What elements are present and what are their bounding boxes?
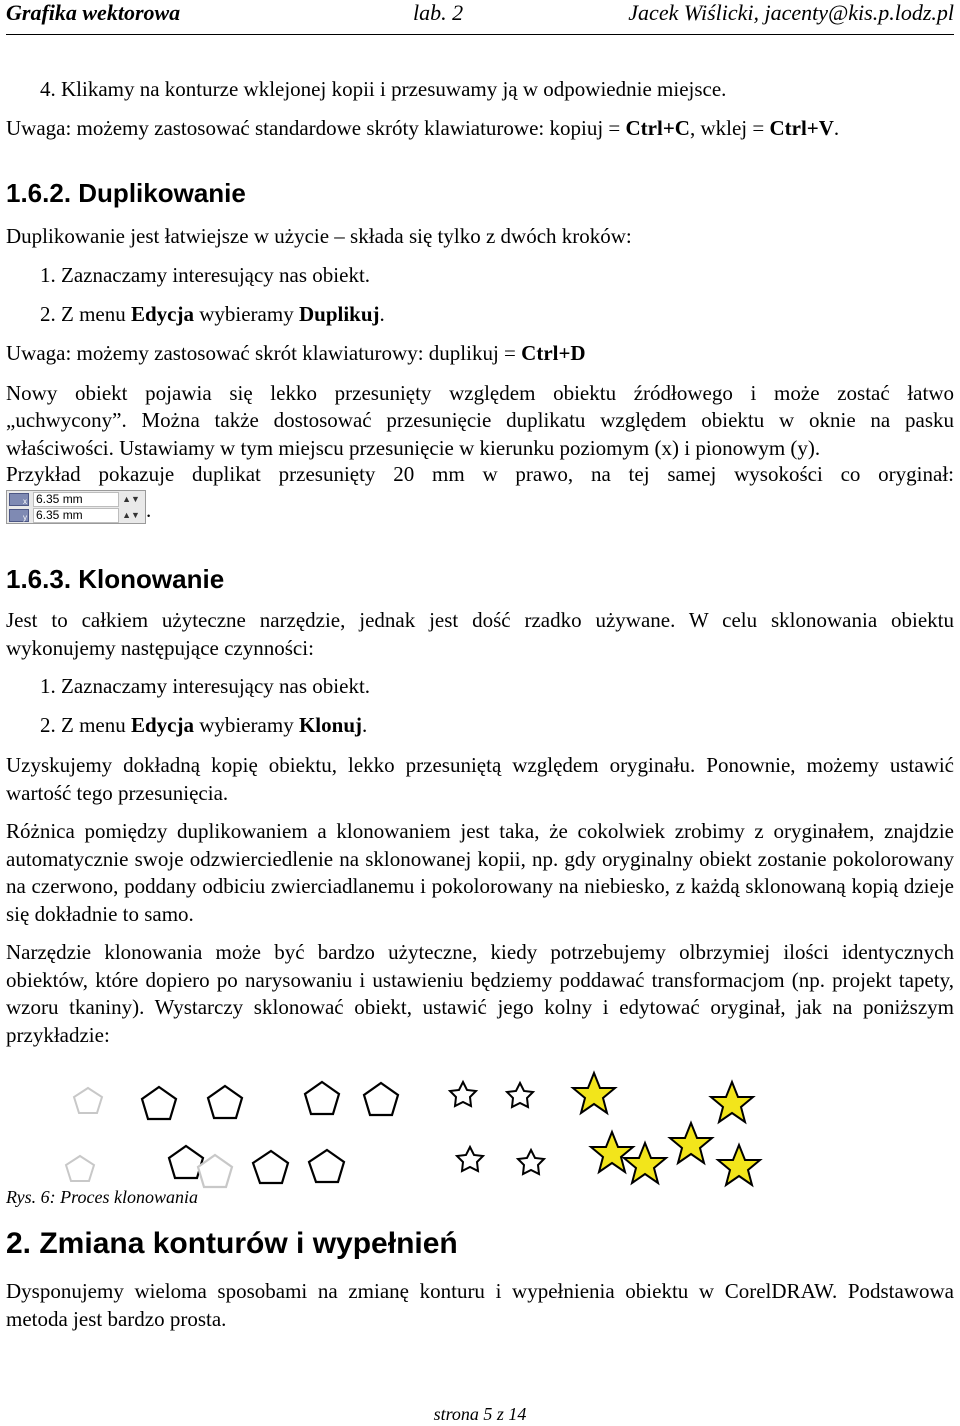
offset-y-arrows-icon[interactable]: ▲▼ xyxy=(122,510,140,520)
page-footer: strona 5 z 14 xyxy=(433,1404,527,1424)
stage-5-yellow-stars xyxy=(573,1073,760,1185)
offset-x-arrows-icon[interactable]: ▲▼ xyxy=(122,494,140,504)
clone-step-2: 2. Z menu Edycja wybieramy Klonuj. xyxy=(40,713,368,737)
stage-1-light-pentagons xyxy=(66,1088,102,1181)
offset-widget-line xyxy=(6,490,151,530)
header-lab-number: lab. 2 xyxy=(413,0,464,25)
pentagon-shape xyxy=(142,1087,176,1119)
star-shape xyxy=(718,1145,760,1185)
heading-duplikowanie: 1.6.2. Duplikowanie xyxy=(6,178,246,208)
offset-y-input[interactable]: 6.35 mm xyxy=(33,508,119,523)
clone-para-3: Narzędzie klonowania może być bardzo użyteczne, kiedy potrzebujemy olbrzymiej ilości identycznych obiektów, które dopiero po narysowaniu i ustawieniu będziemy poddawać transformacjom (np. projekt tapety, wzoru tkaniny). Wystarczy sklonować obiekt, ustawić jego kolny i edytować oryginał, jak na poniższym przykładzie: xyxy=(6,940,954,1047)
duplicate-intro: Duplikowanie jest łatwiejsze w użycie – składa się tylko z dwóch kroków: xyxy=(6,224,632,248)
figure-caption: Rys. 6: Proces klonowania xyxy=(6,1187,198,1207)
star-shape xyxy=(518,1150,544,1174)
duplicate-para: „uchwycony”. Można także dostosować przesunięcie duplikatu względem obiektu w oknie na pasku właściwości. Ustawiamy w tym miejscu przesunięcie w kierunku poziomym (x) i pionowym (y). xyxy=(6,408,954,460)
pentagon-shape xyxy=(309,1150,344,1182)
star-shape xyxy=(711,1082,753,1122)
clone-para-1: Uzyskujemy dokładną kopię obiektu, lekko przesuniętą względem oryginału. Ponownie, możemy ustawić wartość tego przesunięcia. xyxy=(6,753,954,805)
pentagon-shape xyxy=(208,1086,242,1118)
star-shape xyxy=(591,1132,633,1172)
pentagon-shape xyxy=(66,1156,94,1181)
heading-klonowanie: 1.6.3. Klonowanie xyxy=(6,564,225,594)
header-course-title: Grafika wektorowa xyxy=(6,0,181,25)
duplicate-shortcut-note: Uwaga: możemy zastosować skrót klawiaturowy: duplikuj = Ctrl+D xyxy=(6,341,586,365)
duplicate-para-line1: Nowy obiekt pojawia się lekko przesunięty względem obiektu źródłowego i może zostać łatwo xyxy=(6,381,954,405)
star-shape xyxy=(507,1083,533,1107)
page-header xyxy=(6,0,954,35)
shortcut-note: Uwaga: możemy zastosować standardowe skróty klawiaturowe: kopiuj = Ctrl+C, wklej = Ctrl+V. xyxy=(6,116,840,140)
pentagon-shape xyxy=(74,1088,102,1113)
pentagon-shape xyxy=(253,1151,288,1183)
duplicate-example: Przykład pokazuje duplikat przesunięty 20 mm w prawo, na tej samej wysokości co oryginał: xyxy=(6,462,954,486)
clone-process-figure xyxy=(0,1065,960,1190)
pentagon-shape xyxy=(305,1082,339,1114)
offset-y-icon: y xyxy=(9,509,29,522)
clone-para-2: Różnica pomiędzy duplikowaniem a klonowaniem jest taka, że cokolwiek zrobimy z oryginałem, znajdzie automatycznie swoje odzwierciedlenie na sklonowanej kopii, np. gdy oryginalny obiekt zostanie pokolorowany na czerwono, poddany odbiciu zwierciadlanemu i pokolorowany na niebiesko, z każdą sklonowaną kopią dzieje się dokładnie to samo. xyxy=(6,819,954,926)
widget-period: . xyxy=(146,498,152,522)
stage-4-outline-stars xyxy=(450,1082,544,1174)
offset-x-icon: x xyxy=(9,493,29,506)
clone-intro: Jest to całkiem użyteczne narzędzie, jednak jest dość rzadko używane. W celu sklonowania obiektu wykonujemy następujące czynności: xyxy=(6,608,954,660)
star-shape xyxy=(450,1082,476,1106)
offset-x-input[interactable]: 6.35 mm xyxy=(33,492,119,507)
stage-2-pentagons xyxy=(142,1086,242,1187)
pentagon-shape xyxy=(364,1083,398,1115)
pentagon-shape xyxy=(169,1146,203,1178)
stage-3-pentagons xyxy=(253,1082,398,1183)
star-shape xyxy=(573,1073,615,1113)
offset-y-row xyxy=(9,508,143,523)
header-author: Jacek Wiślicki, jacenty@kis.p.lodz.pl xyxy=(628,0,954,25)
clone-step-1: 1. Zaznaczamy interesujący nas obiekt. xyxy=(40,674,371,698)
heading-section-2: 2. Zmiana konturów i wypełnień xyxy=(6,1227,458,1260)
star-shape xyxy=(457,1147,483,1171)
offset-x-row xyxy=(9,492,143,507)
duplicate-step-1: 1. Zaznaczamy interesujący nas obiekt. xyxy=(40,263,371,287)
offset-spinbox xyxy=(6,490,146,524)
star-shape xyxy=(670,1123,712,1163)
duplicate-step-2: 2. Z menu Edycja wybieramy Duplikuj. xyxy=(40,302,385,326)
section-2-para: Dysponujemy wieloma sposobami na zmianę konturu i wypełnienia obiektu w CorelDRAW. Podstawowa metoda jest bardzo prosta. xyxy=(6,1279,954,1331)
step-4: 4. Klikamy na konturze wklejonej kopii i przesuwamy ją w odpowiednie miejsce. xyxy=(40,77,727,101)
